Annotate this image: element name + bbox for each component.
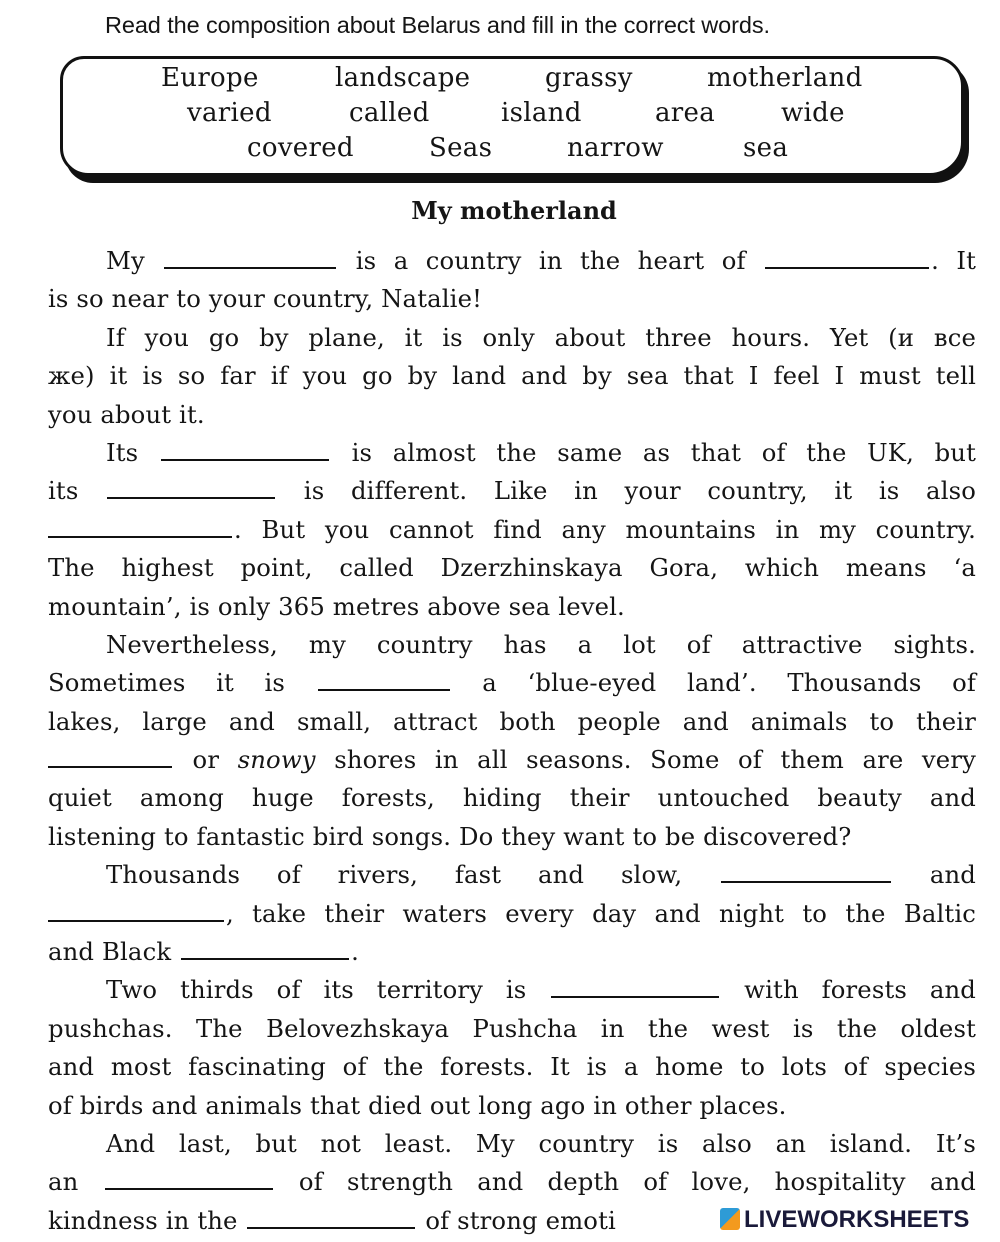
word-bank-word: island (501, 98, 582, 128)
word-bank-word: motherland (707, 63, 863, 93)
text-line (48, 971, 976, 1009)
answer-blank[interactable] (721, 861, 891, 883)
text-segment: Two thirds of its territory is (106, 975, 527, 1005)
text-line: is so near to your country, Natalie! (48, 284, 483, 314)
text-line: Nevertheless, my country has a lot of attractive sights. (106, 629, 976, 659)
text-segment: Its (106, 437, 139, 467)
text-segment: My (106, 246, 145, 275)
text-segment: is a country in the heart of (355, 246, 746, 275)
text-segment: is different. Like in your country, it is also (303, 476, 977, 506)
answer-blank[interactable] (48, 900, 224, 922)
word-bank-word: called (349, 98, 430, 128)
text-segment: and Black (48, 937, 172, 967)
text-line: же) it is so far if you go by land and by sea that I feel I must tell (48, 361, 976, 391)
answer-blank[interactable] (247, 1207, 415, 1229)
word-bank-word: narrow (567, 133, 664, 163)
text-line (48, 664, 976, 702)
answer-blank[interactable] (318, 669, 450, 691)
text-line (48, 895, 976, 933)
answer-blank[interactable] (107, 477, 275, 499)
answer-blank[interactable] (161, 439, 329, 461)
text-line (48, 933, 976, 971)
text-segment: shores in all seasons. Some of them are very (334, 745, 976, 775)
word-bank-word: area (655, 98, 716, 128)
word-bank-row (63, 96, 961, 130)
text-segment: a ‘blue-eyed land’. Thousands of (482, 668, 976, 698)
text-segment: kindness in the (48, 1205, 238, 1235)
word-bank-word: covered (247, 133, 354, 163)
answer-blank[interactable] (105, 1168, 273, 1190)
word-bank (60, 56, 964, 176)
answer-blank[interactable] (164, 247, 336, 269)
word-bank-word: sea (743, 133, 789, 163)
text-segment: Thousands of rivers, fast and slow, (106, 860, 683, 890)
text-line: of birds and animals that died out long ago in other places. (48, 1090, 787, 1120)
composition-title: My motherland (411, 196, 617, 225)
text-line (48, 242, 976, 280)
word-bank-row (63, 61, 961, 95)
text-line: lakes, large and small, attract both people and animals to their (48, 706, 976, 736)
text-segment: its (48, 476, 79, 506)
text-line (48, 511, 976, 549)
text-segment: Sometimes it is (48, 668, 286, 698)
text-segment: of strength and depth of love, hospitality and (298, 1167, 976, 1197)
word-bank-word: wide (781, 98, 845, 128)
word-bank-row (63, 131, 961, 165)
text-line (48, 472, 976, 510)
answer-blank[interactable] (551, 976, 719, 998)
text-line: The highest point, called Dzerzhinskaya Gora, which means ‘a (48, 553, 976, 583)
instruction-text: Read the composition about Belarus and fill in the correct words. (105, 12, 770, 38)
text-segment: of strong emoti (425, 1205, 616, 1235)
text-line (48, 1163, 976, 1201)
text-line: If you go by plane, it is only about three hours. Yet (и все (106, 322, 976, 352)
text-line: you about it. (48, 399, 205, 429)
text-segment: with forests and (744, 975, 976, 1005)
answer-blank[interactable] (48, 746, 172, 768)
liveworksheets-logo-icon (720, 1208, 740, 1230)
watermark-logo (720, 1206, 1000, 1236)
text-line: pushchas. The Belovezhskaya Pushcha in the west is the oldest (48, 1013, 976, 1043)
text-segment: an (48, 1167, 79, 1197)
watermark-text: LIVEWORKSHEETS (744, 1206, 970, 1233)
text-line (48, 434, 976, 472)
answer-blank[interactable] (48, 516, 232, 538)
text-segment: . It (931, 246, 977, 275)
text-line (48, 741, 976, 779)
word-bank-word: grassy (545, 63, 633, 93)
text-line (48, 856, 976, 894)
text-line: quiet among huge forests, hiding their untouched beauty and (48, 783, 976, 813)
text-line: And last, but not least. My country is also an island. It’s (106, 1128, 976, 1158)
text-line: and most fascinating of the forests. It is a home to lots of species (48, 1052, 976, 1082)
text-line: mountain’, is only 365 metres above sea level. (48, 591, 625, 621)
text-segment: or (192, 745, 220, 775)
text-segment: and (929, 860, 976, 890)
text-segment-italic: snowy (237, 745, 316, 775)
text-segment: , take their waters every day and night to the Baltic (226, 898, 976, 928)
text-line: listening to fantastic bird songs. Do they want to be discovered? (48, 821, 852, 851)
word-bank-word: Seas (429, 133, 493, 163)
composition-text (48, 242, 976, 1240)
answer-blank[interactable] (765, 247, 929, 269)
text-segment: . But you cannot find any mountains in my country. (234, 514, 976, 544)
word-bank-word: Europe (161, 63, 259, 93)
word-bank-word: landscape (335, 63, 471, 93)
text-segment: . (351, 937, 359, 967)
answer-blank[interactable] (181, 938, 349, 960)
text-segment: is almost the same as that of the UK, but (351, 437, 976, 467)
word-bank-word: varied (187, 98, 272, 128)
